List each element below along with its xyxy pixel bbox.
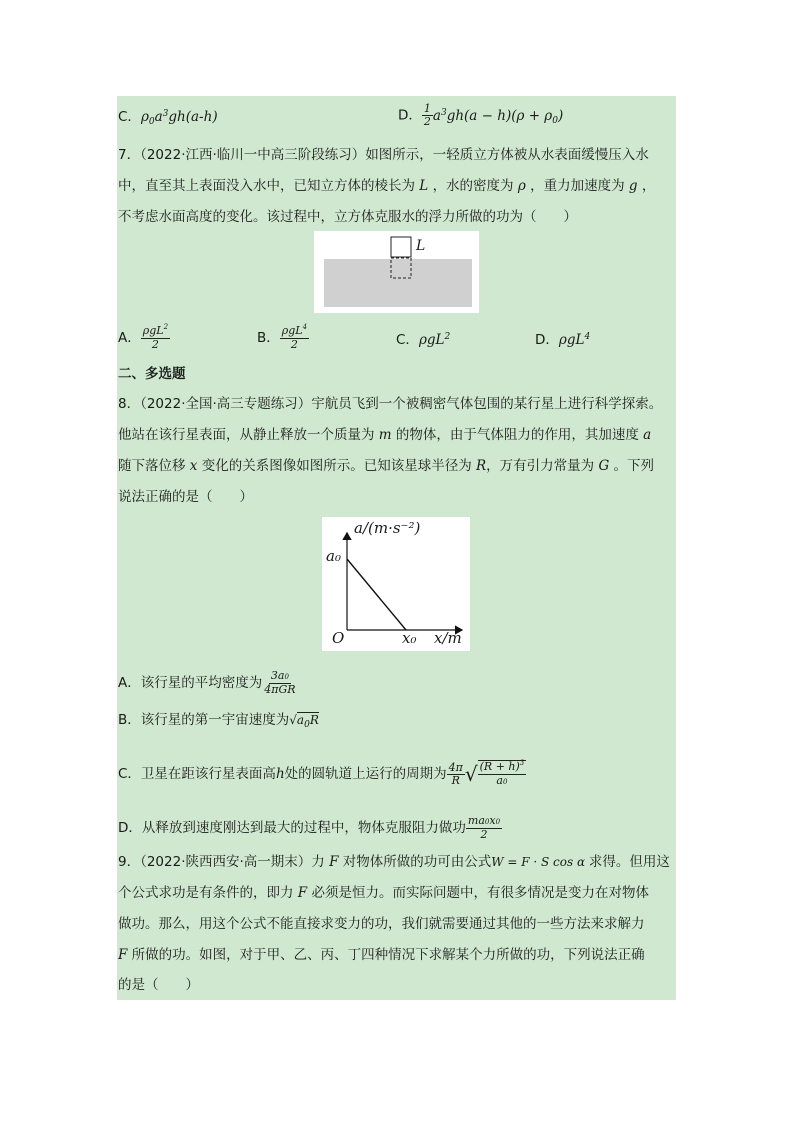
q7-line-3: 不考虑水面高度的变化。该过程中，立方体克服水的浮力所做的功为（ ） bbox=[118, 209, 577, 225]
cube-water-figure bbox=[314, 231, 479, 313]
x-axis-label: x/m bbox=[434, 629, 462, 647]
q8-option-d: D．从释放到速度刚达到最大的过程中，物体克服阻力做功 $\frac{ma0x0}{2}$ bbox=[118, 814, 501, 841]
q7-option-b: B． $\frac{\rho gL^4}{2}$ bbox=[257, 323, 308, 351]
cube-edge-label: L bbox=[416, 238, 426, 254]
q7-option-a: A． $\frac{\rho gL^2}{2}$ bbox=[118, 323, 169, 351]
q8-line-4: 说法正确的是（ ） bbox=[118, 489, 253, 505]
q9-line-3: 做功。那么，用这个公式不能直接求变力的功，我们就需要通过其他的一些方法来求解力 bbox=[118, 916, 645, 932]
a0-label: a₀ bbox=[326, 547, 341, 565]
cube-water-diagram bbox=[314, 231, 479, 313]
a-x-line bbox=[347, 559, 406, 630]
water-region bbox=[324, 259, 472, 307]
q8-option-c: C．卫星在距该行星表面高h处的圆轨道上运行的周期为 $\frac{4\pi}{R}$ √ $\frac{(R + h)^3}{a0}$ bbox=[118, 759, 525, 787]
origin-label: O bbox=[332, 629, 345, 647]
q6-option-c: C．$\rho_0a^3gh(a-h)$ bbox=[118, 109, 218, 127]
q7-line-1: 7．（2022·江西·临川一中高三阶段练习）如图所示，一轻质立方体被从水表面缓慢压入水 bbox=[118, 147, 649, 163]
q7-option-d: D．ρgL$^4$ bbox=[535, 332, 591, 348]
q8-line-2: 他站在该行星表面，从静止释放一个质量为 m 的物体，由于气体阻力的作用，其加速度 a bbox=[118, 427, 652, 443]
q7-line-2: 中，直至其上表面没入水中，已知立方体的棱长为 L ，水的密度为 ρ ，重力加速度为 g ， bbox=[118, 178, 656, 194]
q7-options bbox=[118, 325, 674, 351]
y-axis-label: a/(m·s⁻²) bbox=[354, 519, 421, 537]
q9-line-4: F 所做的功。如图，对于甲、乙、丙、丁四种情况下求解某个力所做的功，下列说法正确 bbox=[118, 947, 645, 963]
x0-label: x₀ bbox=[402, 629, 417, 647]
cube-icon bbox=[391, 237, 411, 257]
q9-line-2: 个公式求功是有条件的，即力 F 必须是恒力。而实际问题中，有很多情况是变力在对物体 bbox=[118, 885, 649, 901]
q6-option-d: D． $\frac{1}{2}$ $a^3gh(a - h)(\rho + \rho_0)$ bbox=[398, 102, 564, 128]
section-heading: 二、多选题 bbox=[118, 366, 186, 382]
q8-line-3: 随下落位移 x 变化的关系图像如图所示。已知该星球半径为 R，万有引力常量为 G 。下列 bbox=[118, 458, 655, 474]
q7-option-c: C．ρgL$^2$ bbox=[396, 332, 451, 348]
q8-line-1: 8．（2022·全国·高三专题练习）宇航员飞到一个被稠密气体包围的某行星上进行科学探索。 bbox=[118, 396, 663, 412]
q8-option-a: A．该行星的平均密度为 $\frac{3a0}{\text{4πGR}}$ bbox=[118, 669, 296, 696]
q9-line-1: 9．（2022·陕西西安·高一期末）力 F 对物体所做的功可由公式W = F · S cos α 求得。但用这 bbox=[118, 854, 670, 870]
q9-line-5: 的是（ ） bbox=[118, 977, 199, 993]
q6-options bbox=[118, 102, 674, 129]
acceleration-graph bbox=[322, 517, 470, 651]
q8-option-b: B．该行星的第一宇宙速度为$√a_0R$ bbox=[118, 712, 319, 730]
